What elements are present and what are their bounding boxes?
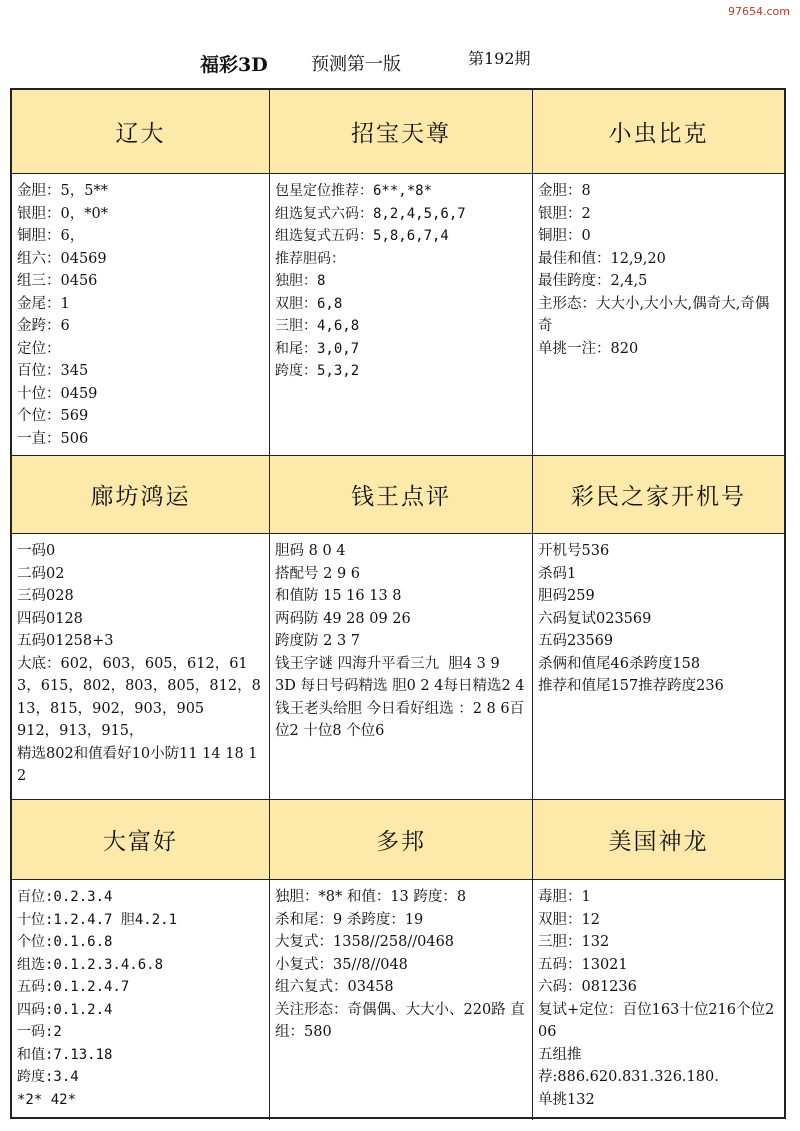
- prediction-line: 一码:2: [17, 1024, 62, 1040]
- prediction-line: 金跨：6: [17, 318, 70, 334]
- prediction-line: *2* 42*: [17, 1091, 77, 1108]
- section-header-zhaobao: 招宝天尊: [270, 90, 533, 174]
- prediction-line: 杀码1: [538, 565, 577, 582]
- page-title: 福彩3D: [200, 54, 268, 76]
- prediction-line: 金尾：1: [17, 295, 70, 312]
- prediction-line: 胆码259: [538, 588, 595, 604]
- prediction-line: 大底：602，603，605，612，613，615，802，803，805，812，813，815，902，903，905: [17, 655, 261, 717]
- prediction-line: 一直：506: [17, 430, 89, 447]
- page-subtitle: 预测第一版: [311, 54, 401, 75]
- prediction-line: 组选:0.1.2.3.4.6.8: [17, 956, 164, 973]
- prediction-line: 主形态：大大小,大小大,偶奇大,奇偶奇: [538, 295, 770, 334]
- prediction-line: 组六：04569: [17, 250, 107, 267]
- prediction-line: 定位：: [17, 340, 61, 357]
- prediction-line: 和值防 15 16 13 8: [275, 588, 402, 604]
- prediction-line: 单挑一注：820: [538, 340, 639, 357]
- section-header-langfang: 廊坊鸿运: [12, 456, 270, 534]
- prediction-line: 个位:0.1.6.8: [17, 934, 113, 950]
- section-body-xiaochong: [533, 174, 784, 456]
- prediction-table: [10, 88, 786, 1119]
- section-body-dafuhao: [12, 880, 270, 1120]
- prediction-line: 和值:7.13.18: [17, 1046, 113, 1063]
- prediction-line: 关注形态：奇偶偶、大大小、220路 直组：580: [275, 1001, 525, 1040]
- prediction-line: 复试+定位：百位163十位216个位206: [538, 1001, 775, 1040]
- section-header-shenlong: 美国神龙: [533, 800, 784, 880]
- prediction-line: 银胆：0，*0*: [17, 205, 108, 222]
- prediction-line: 大复式：1358//258//0468: [275, 934, 455, 950]
- issue-number: 第192期: [468, 49, 531, 68]
- prediction-line: 独胆：*8* 和值：13 跨度：8: [275, 889, 467, 905]
- prediction-line: 跨度防 2 3 7: [275, 633, 361, 649]
- prediction-line: 开机号536: [538, 543, 610, 559]
- prediction-line: 一码0: [17, 543, 56, 559]
- prediction-line: 五组推: [538, 1046, 582, 1063]
- prediction-line: 二码02: [17, 565, 65, 582]
- prediction-line: 搭配号 2 9 6: [275, 565, 361, 582]
- prediction-line: 百位:0.2.3.4: [17, 889, 113, 905]
- prediction-line: 铜胆：6，: [17, 228, 85, 244]
- prediction-line: 五码：13021: [538, 956, 628, 973]
- prediction-line: 金胆：5，5**: [17, 183, 108, 199]
- section-body-duobang: [270, 880, 533, 1120]
- prediction-line: 四码:0.1.2.4: [17, 1001, 113, 1018]
- prediction-line: 钱王老头给胆 今日看好组选 ：2 8 6百位2 十位8 个位6: [275, 700, 525, 739]
- prediction-line: 杀俩和值尾46杀跨度158: [538, 655, 701, 672]
- prediction-line: 十位：0459: [17, 385, 98, 402]
- prediction-line: 金胆：8: [538, 183, 591, 199]
- prediction-line: 推荐和值尾157推荐跨度236: [538, 678, 724, 694]
- prediction-line: 包星定位推荐：6**,*8*: [275, 183, 433, 199]
- prediction-line: 六码复试023569: [538, 610, 652, 627]
- prediction-line: 六码：081236: [538, 979, 637, 995]
- section-body-zhaobao: [270, 174, 533, 456]
- prediction-line: 组选复式五码：5,8,6,7,4: [275, 228, 449, 244]
- prediction-line: 独胆：8: [275, 273, 326, 289]
- section-header-liaoda: 辽大: [12, 90, 270, 174]
- section-header-duobang: 多邦: [270, 800, 533, 880]
- prediction-line: 912，913，915，: [17, 723, 144, 739]
- prediction-line: 百位：345: [17, 363, 89, 379]
- prediction-line: 五码23569: [538, 633, 614, 649]
- section-header-xiaochong: 小虫比克: [533, 90, 784, 174]
- prediction-line: 铜胆：0: [538, 228, 591, 244]
- prediction-line: 三码028: [17, 588, 74, 604]
- prediction-line: 组选复式六码：8,2,4,5,6,7: [275, 205, 466, 222]
- prediction-line: 跨度:3.4: [17, 1069, 79, 1085]
- prediction-line: 杀和尾：9 杀跨度：19: [275, 911, 424, 928]
- prediction-line: 跨度：5,3,2: [275, 363, 360, 379]
- prediction-line: 最佳和值：12,9,20: [538, 250, 666, 267]
- prediction-line: 和尾：3,0,7: [275, 340, 360, 357]
- prediction-line: 个位：569: [17, 408, 89, 424]
- prediction-line: 胆码 8 0 4: [275, 543, 346, 559]
- site-watermark: 97654.com: [728, 5, 790, 18]
- prediction-line: 十位:1.2.4.7 胆4.2.1: [17, 911, 178, 928]
- prediction-line: 最佳跨度：2,4,5: [538, 273, 648, 289]
- section-body-caimin: [533, 534, 784, 800]
- section-body-shenlong: [533, 880, 784, 1120]
- prediction-line: 单挑132: [538, 1091, 595, 1108]
- prediction-line: 小复式：35//8//048: [275, 956, 408, 973]
- section-body-langfang: [12, 534, 270, 800]
- prediction-line: 组六复式：03458: [275, 979, 394, 995]
- prediction-line: 双胆：12: [538, 911, 600, 928]
- section-body-qianwang: [270, 534, 533, 800]
- prediction-line: 两码防 49 28 09 26: [275, 610, 411, 627]
- prediction-line: 组三：0456: [17, 273, 98, 289]
- section-header-dafuhao: 大富好: [12, 800, 270, 880]
- prediction-line: 三胆：132: [538, 934, 610, 950]
- prediction-line: 双胆：6,8: [275, 295, 343, 312]
- section-body-liaoda: [12, 174, 270, 456]
- prediction-line: 荐:886.620.831.326.180.: [538, 1069, 719, 1085]
- prediction-line: 精选802和值看好10小防11 14 18 12: [17, 745, 258, 784]
- prediction-line: 五码01258+3: [17, 633, 114, 649]
- section-header-qianwang: 钱王点评: [270, 456, 533, 534]
- prediction-line: 钱王字谜 四海升平看三九 胆4 3 9: [275, 655, 500, 672]
- section-header-caimin: 彩民之家开机号: [533, 456, 784, 534]
- prediction-line: 三胆：4,6,8: [275, 318, 360, 334]
- prediction-line: 毒胆：1: [538, 889, 591, 905]
- prediction-line: 3D 每日号码精选 胆0 2 4每日精选2 4: [275, 678, 525, 694]
- prediction-line: 五码:0.1.2.4.7: [17, 979, 130, 995]
- prediction-line: 推荐胆码：: [275, 250, 345, 267]
- prediction-line: 四码0128: [17, 610, 83, 627]
- prediction-line: 银胆：2: [538, 205, 591, 222]
